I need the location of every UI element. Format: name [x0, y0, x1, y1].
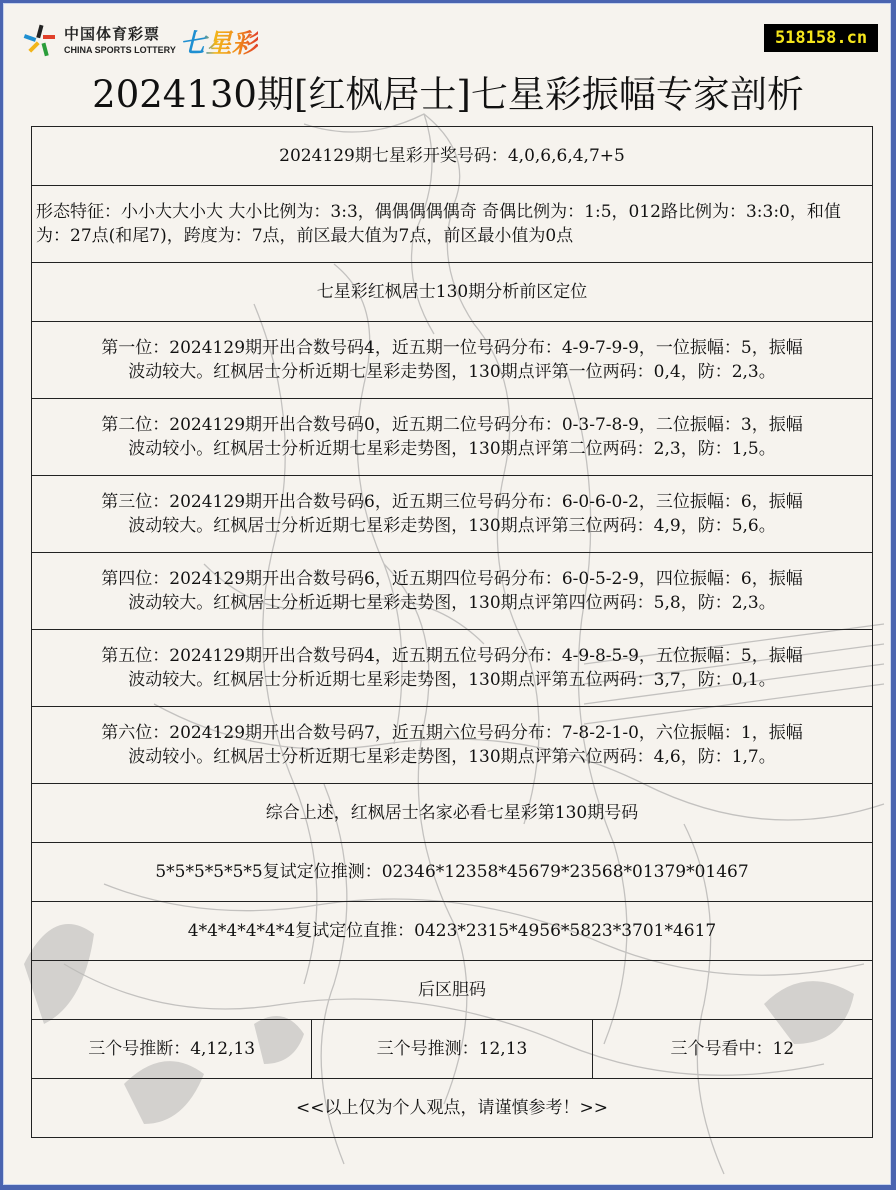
position-row [32, 707, 873, 784]
pick4-cell: 4*4*4*4*4*4复试定位直推：0423*2315*4956*5823*3701*4617 [32, 902, 873, 961]
position-line: 波动较大。红枫居士分析近期七星彩走势图，130期点评第一位两码：0,4，防：2,3。 [128, 362, 776, 382]
pick5-cell: 5*5*5*5*5*5复试定位推测：02346*12358*45679*23568*01379*01467 [32, 843, 873, 902]
features-cell: 形态特征：小小大大小大 大小比例为：3:3，偶偶偶偶偶奇 奇偶比例为：1:5，012路比例为：3:3:0，和值为：27点(和尾7)，跨度为：7点，前区最大值为7点，前区最小值为0点 [32, 186, 873, 263]
table-row [32, 127, 873, 186]
logo-chinese-text: 中国体育彩票 [64, 25, 161, 43]
logo-game-name: 七星彩 [180, 23, 258, 60]
front-section-heading: 七星彩红枫居士130期分析前区定位 [32, 263, 873, 322]
position-row [32, 399, 873, 476]
analysis-table [31, 126, 873, 1138]
back-picks-row [32, 1020, 873, 1079]
lottery-star-logo-icon [22, 23, 58, 59]
position-line: 第三位：2024129期开出合数号码6，近五期三位号码分布：6-0-6-0-2，三位振幅：6，振幅 [101, 492, 803, 512]
table-row [32, 961, 873, 1020]
position-row [32, 322, 873, 399]
site-badge: 518158.cn [764, 24, 878, 52]
china-sports-lottery-logo [22, 22, 258, 60]
page-frame [3, 3, 891, 1185]
position-line: 第一位：2024129期开出合数号码4，近五期一位号码分布：4-9-7-9-9，一位振幅：5，振幅 [101, 338, 803, 358]
position-2-cell [32, 399, 873, 476]
back-pick-cell: 三个号推测：12,13 [312, 1020, 592, 1079]
position-6-cell [32, 707, 873, 784]
position-row [32, 553, 873, 630]
position-3-cell [32, 476, 873, 553]
position-line: 波动较大。红枫居士分析近期七星彩走势图，130期点评第四位两码：5,8，防：2,3。 [128, 593, 776, 613]
back-pick-cell: 三个号推断：4,12,13 [32, 1020, 312, 1079]
position-line: 第五位：2024129期开出合数号码4，近五期五位号码分布：4-9-8-5-9，五位振幅：5，振幅 [101, 646, 803, 666]
position-1-cell [32, 322, 873, 399]
position-line: 第二位：2024129期开出合数号码0，近五期二位号码分布：0-3-7-8-9，二位振幅：3，振幅 [101, 415, 803, 435]
draw-result-cell: 2024129期七星彩开奖号码：4,0,6,6,4,7+5 [32, 127, 873, 186]
position-line: 波动较小。红枫居士分析近期七星彩走势图，130期点评第六位两码：4,6，防：1,7。 [128, 747, 776, 767]
position-row [32, 476, 873, 553]
logo-english-text: CHINA SPORTS LOTTERY [64, 45, 176, 55]
position-5-cell [32, 630, 873, 707]
table-row [32, 263, 873, 322]
table-row [32, 186, 873, 263]
position-line: 第六位：2024129期开出合数号码7，近五期六位号码分布：7-8-2-1-0，六位振幅：1，振幅 [101, 723, 803, 743]
table-row [32, 843, 873, 902]
position-4-cell [32, 553, 873, 630]
table-row [32, 1079, 873, 1138]
summary-cell: 综合上述，红枫居士名家必看七星彩第130期号码 [32, 784, 873, 843]
position-line: 波动较小。红枫居士分析近期七星彩走势图，130期点评第二位两码：2,3，防：1,5。 [128, 439, 776, 459]
table-row [32, 784, 873, 843]
disclaimer-cell: <<以上仅为个人观点，请谨慎参考！>> [32, 1079, 873, 1138]
position-row [32, 630, 873, 707]
page-title: 2024130期[红枫居士]七星彩振幅专家剖析 [92, 73, 804, 116]
position-line: 波动较大。红枫居士分析近期七星彩走势图，130期点评第五位两码：3,7，防：0,1。 [128, 670, 776, 690]
position-line: 第四位：2024129期开出合数号码6，近五期四位号码分布：6-0-5-2-9，四位振幅：6，振幅 [101, 569, 803, 589]
position-line: 波动较大。红枫居士分析近期七星彩走势图，130期点评第三位两码：4,9，防：5,6。 [128, 516, 776, 536]
back-section-heading: 后区胆码 [32, 961, 873, 1020]
table-row [32, 902, 873, 961]
back-pick-cell: 三个号看中：12 [592, 1020, 872, 1079]
